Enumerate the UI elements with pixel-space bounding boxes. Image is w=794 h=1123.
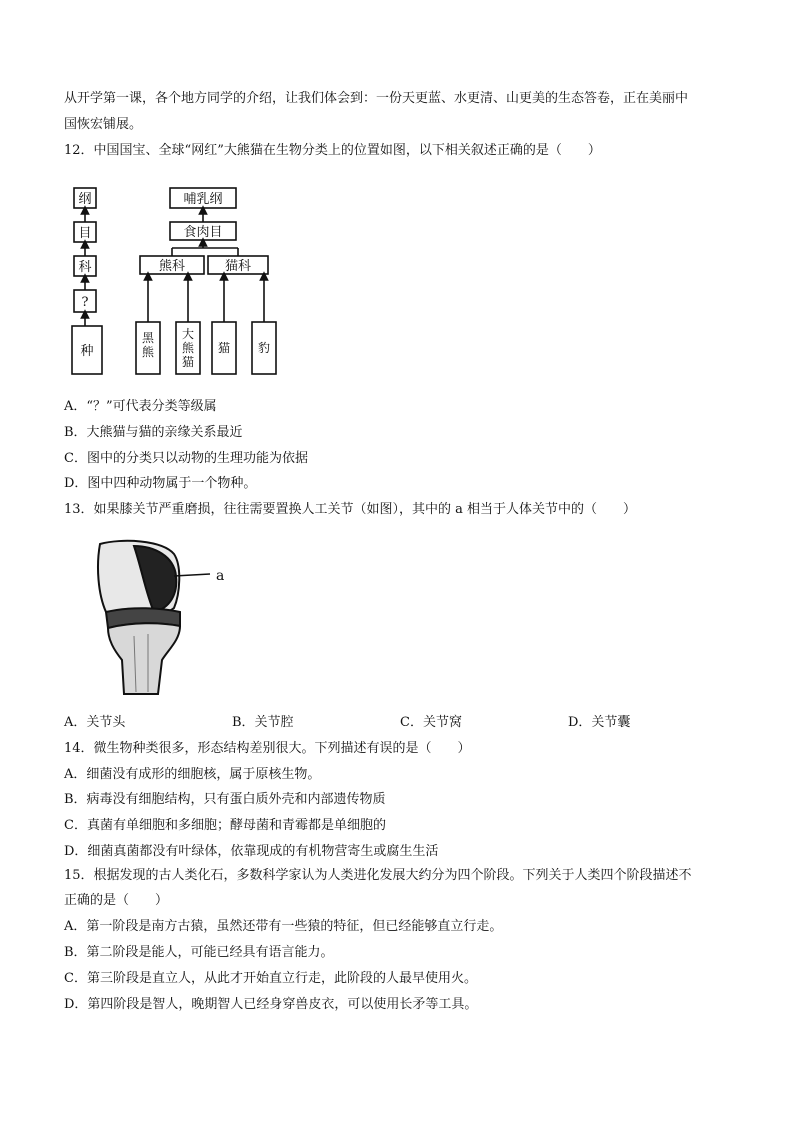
class-label: 哺乳纲 [183,192,223,207]
intro-line-1: 从开学第一课，各个地方同学的介绍，让我们体会到：一份天更蓝、水更清、山更美的生态答卷，正在美丽中 [64,91,689,106]
label-a: a [216,568,225,584]
question-14-stem: 14．微生物种类很多，形态结构差别很大。下列描述有误的是（ ） [64,741,471,756]
question-14-option-d: D．细菌真菌都没有叶绿体，依靠现成的有机物营寄生或腐生生活 [64,844,439,859]
species-label-leopard: 豹 [257,341,271,355]
question-15-option-a: A．第一阶段是南方古猿，虽然还带有一些猿的特征，但已经能够直立行走。 [64,919,503,934]
intro-line-2: 国恢宏铺展。 [64,117,143,132]
question-13-stem: 13．如果膝关节严重磨损，往往需要置换人工关节（如图），其中的 a 相当于人体关节中的（ ） [64,502,637,517]
question-12-stem: 12．中国国宝、全球“网红”大熊猫在生物分类上的位置如图，以下相关叙述正确的是（ ） [64,143,601,158]
order-label: 食肉目 [183,225,223,240]
species-label-cat: 猫 [217,341,231,355]
knee-joint-figure [62,536,262,696]
rank-label-unknown: ? [81,295,89,310]
question-12-option-a: A．“？”可代表分类等级属 [64,399,217,414]
species-labels [142,326,270,369]
question-15-option-c: C．第三阶段是直立人，从此才开始直立行走，此阶段的人最早使用火。 [64,971,477,986]
question-14-option-b: B．病毒没有细胞结构，只有蛋白质外壳和内部遗传物质 [64,792,386,807]
question-14-option-c: C．真菌有单细胞和多细胞；酵母菌和青霉都是单细胞的 [64,818,386,833]
question-14-option-a: A．细菌没有成形的细胞核，属于原核生物。 [64,767,321,782]
question-12-option-c: C．图中的分类只以动物的生理功能为依据 [64,451,308,466]
question-12-option-b: B．大熊猫与猫的亲缘关系最近 [64,425,243,440]
taxonomy-figure [62,180,282,380]
species-label-black-bear: 黑熊 [141,331,155,359]
rank-label-species: 种 [80,344,94,359]
question-15-option-b: B．第二阶段是能人，可能已经具有语言能力。 [64,945,334,960]
species-label-giant-panda: 大熊猫 [181,327,195,369]
question-13-option-a: A．关节头 [64,715,126,730]
question-13-option-b: B．关节腔 [232,715,294,730]
question-15-stem-line-1: 15．根据发现的古人类化石，多数科学家认为人类进化发展大约分为四个阶段。下列关于人类四个阶段描述不 [64,868,692,883]
question-13-option-d: D．关节囊 [568,715,631,730]
rank-label-family: 科 [78,260,92,275]
family-label-bear: 熊科 [158,259,186,274]
question-15-stem-line-2: 正确的是（ ） [64,893,169,908]
rank-label-order: 目 [78,226,92,241]
taxonomy-diagram [62,180,282,380]
knee-joint-drawing [62,536,262,696]
question-13-option-c: C．关节窝 [400,715,462,730]
question-15-option-d: D．第四阶段是智人，晚期智人已经身穿兽皮衣，可以使用长矛等工具。 [64,997,478,1012]
family-label-cat: 猫科 [224,259,252,274]
rank-label-class: 纲 [78,192,92,207]
question-12-option-d: D．图中四种动物属于一个物种。 [64,476,257,491]
